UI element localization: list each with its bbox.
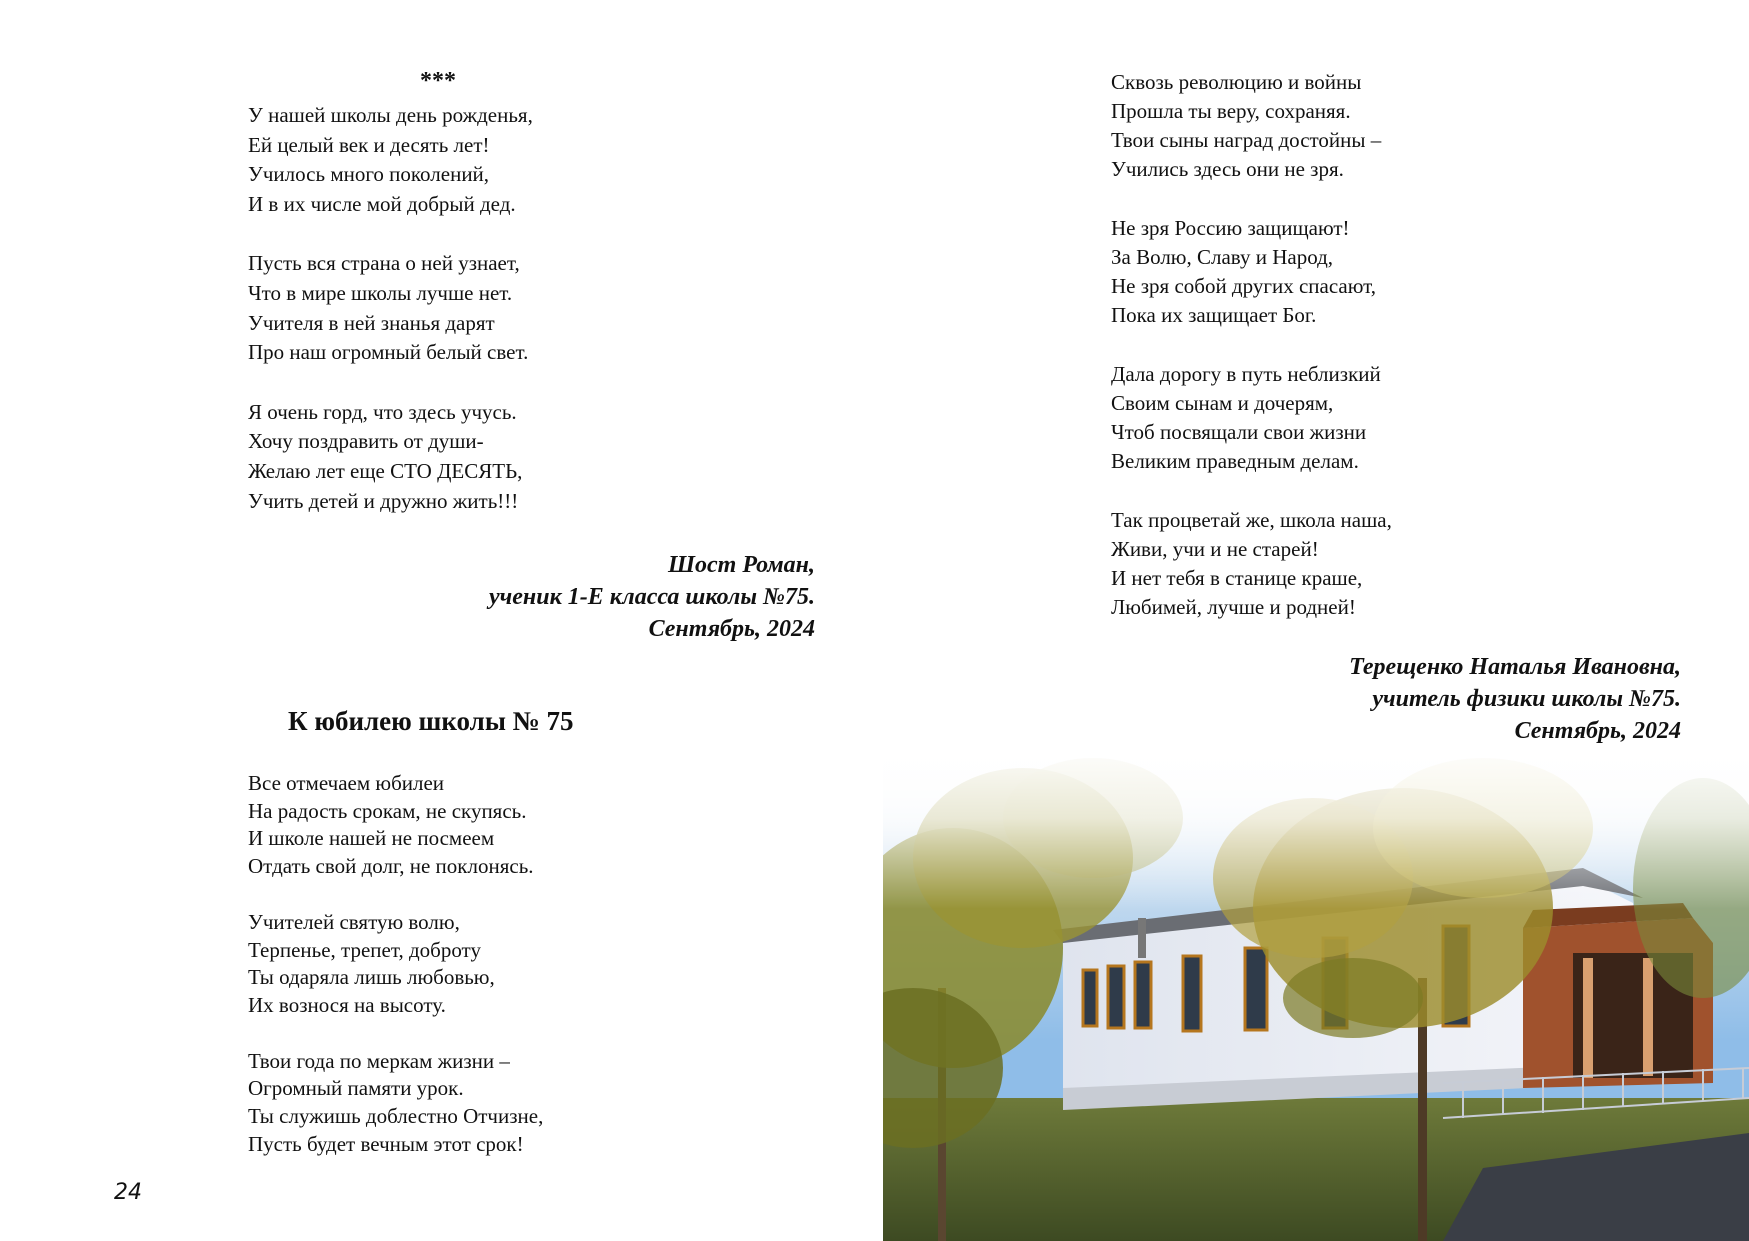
verse-line: Ей целый век и десять лет! [248, 132, 490, 157]
verse-line: Живи, учи и не старей! [1111, 537, 1319, 561]
verse-line: Училось много поколений, [248, 162, 490, 187]
verse-line: Не зря Россию защищают! [1111, 216, 1350, 240]
verse-line: И школе нашей не посмеем [248, 826, 495, 851]
poem-2-continuation [1111, 68, 1392, 622]
signature-author: Терещенко Наталья Ивановна, [1349, 654, 1681, 680]
verse-line: Я очень горд, что здесь учусь. [248, 399, 517, 424]
verse-line: И в их числе мой добрый дед. [248, 191, 516, 216]
verse-line: Великим праведным делам. [1111, 449, 1359, 473]
poem-2-stanza-4 [1111, 68, 1392, 184]
poem-2-title: К юбилею школы № 75 [288, 706, 574, 736]
verse-line: Что в мире школы лучше нет. [248, 280, 513, 305]
poem-2-stanza-3 [248, 1048, 543, 1159]
verse-line: Сквозь революцию и войны [1111, 70, 1362, 94]
verse-line: У нашей школы день рожденья, [248, 103, 533, 127]
poem-1-stanza-2 [248, 249, 533, 367]
page-number: 24 [114, 1180, 142, 1205]
verse-line: Учились здесь они не зря. [1111, 157, 1344, 181]
signature-date: Сентябрь, 2024 [1514, 718, 1681, 744]
poem-2-body [248, 770, 543, 1158]
poem-1-signature [489, 549, 815, 645]
verse-line: И нет тебя в станице краше, [1111, 566, 1363, 590]
signature-role: ученик 1-Е класса школы №75. [489, 584, 815, 610]
verse-line: Чтоб посвящали свои жизни [1111, 420, 1367, 444]
verse-line: Учителей святую волю, [248, 909, 460, 934]
verse-line: Учителя в ней знанья дарят [248, 310, 495, 335]
poem-1-stanza-3 [248, 398, 533, 516]
verse-line: Пусть вся страна о ней узнает, [248, 251, 520, 276]
verse-line: Их вознося на высоту. [248, 992, 446, 1017]
poem-2-stanza-7 [1111, 506, 1392, 622]
verse-line: Про наш огромный белый свет. [248, 340, 529, 365]
verse-line: Ты служишь доблестно Отчизне, [248, 1104, 544, 1129]
verse-line: Не зря собой других спасают, [1111, 274, 1376, 298]
verse-line: Желаю лет еще СТО ДЕСЯТЬ, [248, 458, 523, 483]
poem-2-stanza-5 [1111, 214, 1392, 330]
verse-line: Дала дорогу в путь неблизкий [1111, 362, 1381, 386]
verse-line: Хочу поздравить от души- [248, 429, 484, 454]
poem-1-body [248, 101, 533, 516]
poem-2-stanza-2 [248, 909, 543, 1020]
poem-2-stanza-1 [248, 770, 543, 881]
verse-line: Ты одаряла лишь любовью, [248, 965, 495, 990]
verse-line: Учить детей и дружно жить!!! [248, 488, 519, 513]
verse-line: Отдать свой долг, не поклонясь. [248, 854, 534, 879]
verse-line: Своим сынам и дочерям, [1111, 391, 1334, 415]
signature-role: учитель физики школы №75. [1372, 686, 1681, 712]
verse-line: Терпенье, трепет, доброту [248, 937, 481, 962]
verse-line: Твои года по меркам жизни – [248, 1048, 510, 1073]
verse-line: Пока их защищает Бог. [1111, 303, 1317, 327]
verse-line: Так процветай же, школа наша, [1111, 508, 1392, 532]
verse-line: Огромный памяти урок. [248, 1076, 464, 1101]
poem-separator-stars: *** [420, 68, 456, 94]
poem-2-stanza-6 [1111, 360, 1392, 476]
verse-line: На радость срокам, не скупясь. [248, 798, 527, 823]
verse-line: Все отмечаем юбилеи [248, 771, 445, 795]
verse-line: Прошла ты веру, сохраняя. [1111, 99, 1351, 123]
signature-date: Сентябрь, 2024 [648, 616, 815, 642]
verse-line: Пусть будет вечным этот срок! [248, 1131, 524, 1156]
poem-1-stanza-1 [248, 101, 533, 219]
verse-line: Твои сыны наград достойны – [1111, 128, 1382, 152]
signature-author: Шост Роман, [668, 552, 815, 578]
school-building-photo [883, 738, 1749, 1241]
poem-2-signature [1349, 651, 1681, 747]
verse-line: За Волю, Славу и Народ, [1111, 245, 1334, 269]
verse-line: Любимей, лучше и родней! [1111, 595, 1356, 619]
